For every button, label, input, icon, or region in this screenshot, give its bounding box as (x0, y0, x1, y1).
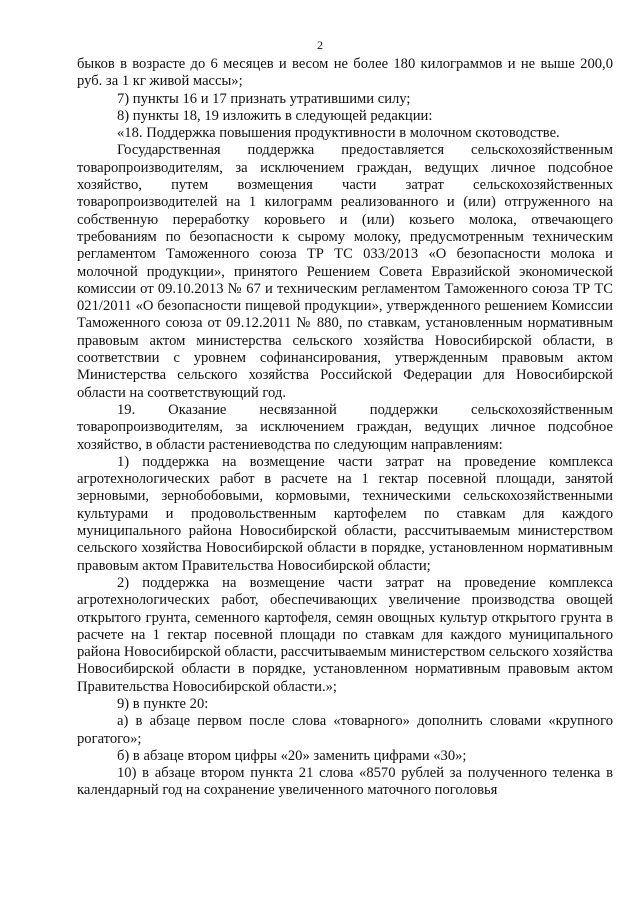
paragraph: 9) в пункте 20: (117, 695, 209, 712)
page-number: 2 (317, 38, 323, 52)
paragraph: быков в возрасте до 6 месяцев и весом не более 180 килограммов и не выше 200,0 руб. за 1 кг живой массы»; (77, 56, 613, 90)
paragraph: а) в абзаце первом после слова «товарного» дополнить словами «крупного рогатого»; (77, 713, 613, 747)
document-body (77, 56, 613, 800)
paragraph: 2) поддержка на возмещение части затрат на проведение комплекса агротехнологических работ, обеспечивающих увеличение производства овощей открытого грунта, семенного картофеля, семян овощных культур открытого грунта в расчете на 1 гектар посевной площади по ставкам для каждого муниципального района Новосибирской области, рассчитываемым министерством сельского хозяйства Новосибирской области в порядке, установленном нормативным правовым актом Правительства Новосибирской области.»; (77, 574, 613, 695)
paragraph: б) в абзаце втором цифры «20» заменить цифрами «30»; (117, 747, 467, 764)
paragraph: 7) пункты 16 и 17 признать утратившими силу; (117, 90, 411, 107)
paragraph: «18. Поддержка повышения продуктивности в молочном скотоводстве. (117, 125, 560, 142)
paragraph: Государственная поддержка предоставляется сельскохозяйственным товаропроизводителям, за исключением граждан, ведущих личное подсобное хозяйство, путем возмещения части затрат сельскохозяйственных товаропроизводителей на 1 килограмм реализованного и (или) отгруженного на собственную переработку коровьего и (или) козьего молока, отвечающего требованиям по безопасности к сырому молоку, предусмотренным техническим регламентом Таможенного союза ТР ТС 033/2013 «О безопасности молока и молочной продукции», принятого Решением Совета Евразийской экономической комиссии от 09.10.2013 № 67 и техническим регламентом Таможенного союза ТР ТС 021/2011 «О безопасности пищевой продукции», утвержденного решением Комиссии Таможенного союза от 09.12.2011 № 880, по ставкам, установленным нормативным правовым актом министерства сельского хозяйства Новосибирской области, в соответствии с уровнем софинансирования, утвержденным правовым актом Министерства сельского хозяйства Российской Федерации для Новосибирской области на соответствующий год. (77, 142, 613, 401)
paragraph: 1) поддержка на возмещение части затрат на проведение комплекса агротехнологических работ в расчете на 1 гектар посевной площади, занятой зерновыми, зернобобовыми, кормовыми, техническими сельскохозяйственными культурами и продовольственным картофелем по ставкам для каждого муниципального района Новосибирской области, рассчитываемым министерством сельского хозяйства Новосибирской области в порядке, установленном нормативным правовым актом Правительства Новосибирской области; (77, 453, 613, 574)
paragraph: 19. Оказание несвязанной поддержки сельскохозяйственным товаропроизводителям, за исключением граждан, ведущих личное подсобное хозяйство, в области растениеводства по следующим направлениям: (77, 401, 613, 453)
paragraph: 10) в абзаце втором пункта 21 слова «8570 рублей за полученного теленка в календарный год на сохранение увеличенного маточного поголовья (77, 765, 613, 799)
paragraph: 8) пункты 18, 19 изложить в следующей редакции: (117, 107, 433, 124)
